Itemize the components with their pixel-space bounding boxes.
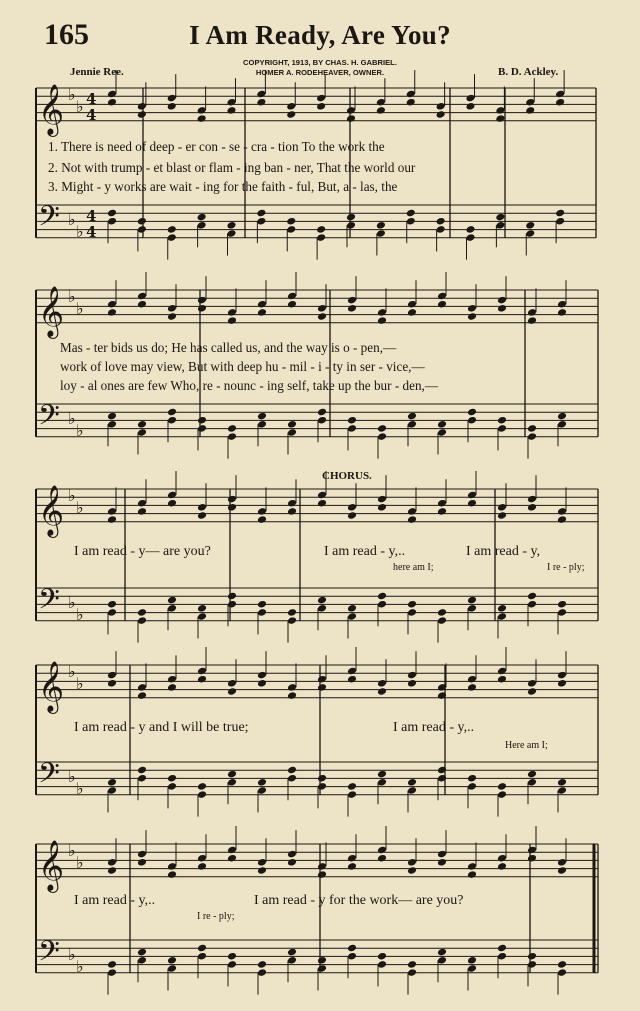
note-head: [137, 608, 147, 617]
note-head: [167, 596, 177, 605]
note-head: [316, 225, 326, 234]
copyright-line-2: HOMER A. RODEHEAVER, OWNER.: [255, 68, 385, 77]
lyricist-credit: Jennie Ree.: [70, 66, 124, 78]
note-head: [527, 316, 537, 325]
note-head: [557, 412, 567, 421]
note-head: [317, 596, 327, 605]
note-head: [377, 687, 387, 696]
note-head: [377, 424, 387, 433]
copyright-line-1: COPYRIGHT, 1913, BY CHAS. H. GABRIEL.: [243, 58, 397, 67]
flat-icon: ♭: [76, 779, 84, 798]
chorus-3-echo-a: I re - ply;: [197, 911, 235, 922]
note-head: [137, 217, 147, 226]
flat-icon: ♭: [68, 945, 76, 964]
note-head: [137, 948, 147, 957]
note-head: [497, 416, 507, 425]
flat-icon: ♭: [68, 287, 76, 306]
composer-credit: B. D. Ackley.: [498, 66, 559, 78]
note-head: [347, 782, 357, 791]
note-head: [257, 679, 267, 688]
note-head: [377, 770, 387, 779]
note-head: [287, 300, 297, 309]
note-head: [137, 507, 147, 516]
note-head: [467, 683, 477, 692]
note-head: [527, 424, 537, 433]
chorus-1-lyric-b: I am read - y,..: [324, 544, 406, 559]
note-head: [555, 209, 565, 218]
chorus-1-echo-a: here am I;: [393, 562, 434, 573]
flat-icon: ♭: [76, 674, 84, 693]
note-head: [257, 308, 267, 317]
note-head: [257, 960, 267, 969]
bass-clef-icon: 𝄢: [38, 200, 60, 240]
note-head: [437, 300, 447, 309]
hymn-number: 165: [44, 18, 89, 51]
note-head: [467, 956, 477, 965]
note-head: [347, 862, 357, 871]
note-head: [346, 213, 356, 222]
note-head: [107, 515, 117, 524]
bass-clef-icon: 𝄢: [38, 757, 60, 797]
flat-icon: ♭: [68, 767, 76, 786]
note-head: [407, 866, 417, 875]
note-head: [167, 312, 177, 321]
note-head: [437, 858, 447, 867]
note-head: [347, 304, 357, 313]
flat-icon: ♭: [68, 409, 76, 428]
note-head: [467, 408, 477, 417]
note-head: [527, 687, 537, 696]
chorus-3-lyric-a: I am read - y,..: [74, 893, 156, 908]
verse-2-line-1: 2. Not with trump - et blast or flam - ing ban - ner, That the world our: [48, 160, 416, 175]
note-head: [107, 960, 117, 969]
note-head: [227, 424, 237, 433]
note-head: [347, 944, 357, 953]
note-head: [467, 774, 477, 783]
note-head: [437, 420, 447, 429]
note-head: [467, 312, 477, 321]
note-head: [497, 304, 507, 313]
note-head: [316, 102, 326, 111]
note-head: [317, 499, 327, 508]
flat-icon: ♭: [76, 853, 84, 872]
note-head: [467, 870, 477, 879]
note-head: [167, 774, 177, 783]
note-head: [167, 870, 177, 879]
note-head: [525, 221, 535, 230]
note-head: [227, 770, 237, 779]
chorus-2-lyric-a: I am read - y and I will be true;: [74, 720, 249, 735]
chorus-1-lyric-a: I am read - y— are you?: [74, 544, 211, 559]
note-head: [287, 766, 297, 775]
flat-icon: ♭: [68, 593, 76, 612]
note-head: [257, 515, 267, 524]
flat-icon: ♭: [68, 210, 76, 229]
note-head: [107, 600, 117, 609]
note-head: [525, 106, 535, 115]
note-head: [257, 600, 267, 609]
note-head: [436, 110, 446, 119]
note-head: [497, 604, 507, 613]
flat-icon: ♭: [76, 222, 84, 241]
note-head: [256, 98, 266, 107]
note-head: [107, 209, 117, 218]
note-head: [197, 862, 207, 871]
note-head: [527, 854, 537, 863]
note-head: [317, 408, 327, 417]
note-head: [467, 499, 477, 508]
verse-3-line-2: loy - al ones are few Who, re - nounc - ing self, take up the bur - den,—: [60, 378, 439, 393]
chorus-label: CHORUS.: [322, 470, 372, 482]
flat-icon: ♭: [68, 841, 76, 860]
note-head: [377, 503, 387, 512]
flat-icon: ♭: [76, 299, 84, 318]
note-head: [197, 782, 207, 791]
note-head: [167, 956, 177, 965]
note-head: [555, 98, 565, 107]
note-head: [287, 608, 297, 617]
note-head: [167, 683, 177, 692]
note-head: [137, 420, 147, 429]
note-head: [287, 948, 297, 957]
note-head: [557, 778, 567, 787]
note-head: [377, 854, 387, 863]
note-head: [377, 952, 387, 961]
note-head: [347, 675, 357, 684]
note-head: [377, 316, 387, 325]
note-head: [227, 316, 237, 325]
note-head: [227, 687, 237, 696]
note-head: [407, 308, 417, 317]
note-head: [465, 225, 475, 234]
note-head: [107, 778, 117, 787]
note-head: [407, 412, 417, 421]
note-head: [107, 98, 117, 107]
note-head: [137, 858, 147, 867]
note-head: [287, 420, 297, 429]
note-head: [497, 862, 507, 871]
verse-1-line-2: Mas - ter bids us do; He has called us, and the way is o - pen,—: [60, 340, 397, 355]
note-head: [406, 98, 416, 107]
note-head: [197, 304, 207, 313]
note-head: [557, 679, 567, 688]
treble-clef-icon: 𝄞: [38, 840, 65, 891]
note-head: [347, 416, 357, 425]
note-head: [377, 592, 387, 601]
note-head: [527, 503, 537, 512]
note-head: [497, 675, 507, 684]
note-head: [287, 507, 297, 516]
flat-icon: ♭: [76, 957, 84, 976]
flat-icon: ♭: [76, 605, 84, 624]
note-head: [287, 858, 297, 867]
treble-clef-icon: 𝄞: [38, 485, 65, 536]
flat-icon: ♭: [68, 662, 76, 681]
note-head: [197, 114, 207, 123]
note-head: [197, 416, 207, 425]
note-head: [317, 683, 327, 692]
note-head: [226, 106, 236, 115]
note-head: [495, 213, 505, 222]
flat-icon: ♭: [76, 421, 84, 440]
time-signature-top: 4: [86, 207, 97, 225]
note-head: [347, 604, 357, 613]
note-head: [167, 225, 177, 234]
note-head: [107, 412, 117, 421]
note-head: [167, 499, 177, 508]
note-head: [137, 766, 147, 775]
hymn-title: I Am Ready, Are You?: [189, 20, 451, 50]
note-head: [376, 221, 386, 230]
verse-3-line-1: 3. Might - y works are wait - ing for the faith - ful, But, a - las, the: [48, 179, 398, 194]
treble-clef-icon: 𝄞: [38, 661, 65, 712]
note-head: [376, 106, 386, 115]
note-head: [557, 515, 567, 524]
note-head: [497, 782, 507, 791]
note-head: [107, 308, 117, 317]
note-head: [467, 596, 477, 605]
time-signature-top: 4: [86, 90, 97, 108]
note-head: [527, 770, 537, 779]
flat-icon: ♭: [76, 498, 84, 517]
note-head: [437, 507, 447, 516]
note-head: [197, 213, 207, 222]
note-head: [137, 691, 147, 700]
note-head: [407, 778, 417, 787]
verse-1-line-1: 1. There is need of deep - er con - se - cra - tion To the work the: [48, 139, 385, 154]
note-head: [407, 960, 417, 969]
note-head: [406, 209, 416, 218]
bass-clef-icon: 𝄢: [38, 583, 60, 623]
chorus-2-echo-a: Here am I;: [505, 740, 548, 751]
note-head: [527, 592, 537, 601]
note-head: [197, 944, 207, 953]
note-head: [497, 511, 507, 520]
note-head: [407, 600, 417, 609]
note-head: [317, 870, 327, 879]
note-head: [197, 604, 207, 613]
note-head: [437, 608, 447, 617]
note-head: [227, 952, 237, 961]
verse-2-line-2: work of love may view, But with deep hu - mil - i - ty in ser - vice,—: [60, 359, 425, 374]
flat-icon: ♭: [76, 97, 84, 116]
note-head: [107, 866, 117, 875]
note-head: [497, 944, 507, 953]
note-head: [257, 866, 267, 875]
chorus-3-lyric-b: I am read - y for the work— are you?: [254, 893, 464, 908]
treble-clef-icon: 𝄞: [38, 84, 65, 135]
time-signature-bottom: 4: [86, 106, 97, 124]
note-head: [107, 679, 117, 688]
note-head: [317, 956, 327, 965]
flat-icon: ♭: [68, 486, 76, 505]
note-head: [197, 511, 207, 520]
note-head: [436, 217, 446, 226]
note-head: [137, 110, 147, 119]
time-signature-bottom: 4: [86, 223, 97, 241]
treble-clef-icon: 𝄞: [38, 286, 65, 337]
note-head: [197, 675, 207, 684]
note-head: [437, 948, 447, 957]
note-head: [317, 312, 327, 321]
chorus-1-echo-b: I re - ply;: [547, 562, 585, 573]
note-head: [317, 774, 327, 783]
note-head: [557, 960, 567, 969]
note-head: [557, 866, 567, 875]
note-head: [287, 691, 297, 700]
chorus-2-lyric-b: I am read - y,..: [393, 720, 475, 735]
flat-icon: ♭: [68, 85, 76, 104]
note-head: [167, 102, 177, 111]
note-head: [527, 952, 537, 961]
note-head: [557, 308, 567, 317]
note-head: [227, 503, 237, 512]
chorus-1-lyric-c: I am read - y,: [466, 544, 541, 559]
note-head: [137, 300, 147, 309]
note-head: [465, 102, 475, 111]
note-head: [257, 412, 267, 421]
note-head: [286, 217, 296, 226]
note-head: [346, 114, 356, 123]
note-head: [347, 511, 357, 520]
bass-clef-icon: 𝄢: [38, 935, 60, 975]
note-head: [227, 854, 237, 863]
note-head: [167, 408, 177, 417]
note-head: [257, 778, 267, 787]
bass-clef-icon: 𝄢: [38, 399, 60, 439]
note-head: [256, 209, 266, 218]
note-head: [407, 515, 417, 524]
note-head: [227, 592, 237, 601]
note-head: [557, 600, 567, 609]
note-head: [495, 114, 505, 123]
note-head: [286, 110, 296, 119]
note-head: [226, 221, 236, 230]
note-head: [407, 679, 417, 688]
